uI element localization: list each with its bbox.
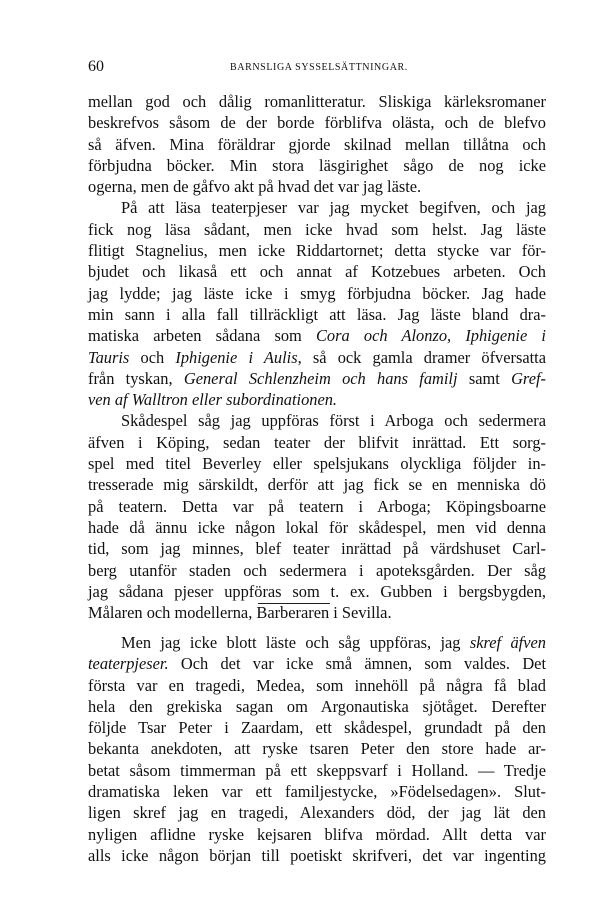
text-line	[88, 368, 546, 389]
text-line: Skådespel såg jag uppföras först i Arboga och sedermera	[121, 411, 546, 431]
text-line: så äfven. Mina föräldrar gjorde skilnad mellan tillåtna och	[88, 134, 546, 154]
text-fragment: Men jag icke blott läste och såg uppföras, jag	[121, 633, 470, 652]
text-fragment: , så ock gamla dramer öfversatta	[297, 347, 546, 367]
text-line: tid, som jag minnes, blef teater inrättad på värdshuset Carl-	[88, 539, 546, 559]
italic-title: ven af Walltron eller subordinationen.	[88, 390, 338, 410]
italic-title: Cora och Alonzo, Iphigenie i	[315, 326, 546, 346]
text-line	[88, 653, 546, 674]
text-fragment: matiska arbeten sådana som	[88, 326, 316, 346]
text-line: min sann i alla fall tillräckligt att läsa. Jag läste bland dra-	[88, 304, 546, 324]
italic-title: Tauris	[88, 347, 130, 367]
italic-title: General Schlenzheim och hans familj	[183, 368, 458, 388]
text-fragment: och	[129, 347, 176, 367]
text-line: mellan god och dålig romanlitteratur. Sliskiga kärleksromaner	[88, 92, 546, 111]
text-fragment: samt	[457, 368, 512, 388]
text-line: jag sådana pjeser uppföras som t. ex. Gubben i bergsbygden,	[88, 581, 546, 601]
text-line: bekanta anekdoten, att ryske tsaren Peter den store hade ar-	[88, 739, 546, 759]
text-line: hade då ännu icke någon lokal för skådespel, men vid denna	[88, 517, 546, 537]
text-line: jag lydde; jag läste icke i smyg förbjudna böcker. Jag hade	[88, 283, 546, 303]
italic-emphasis: teaterpjeser.	[88, 654, 169, 674]
text-line: följde Tsar Peter i Zaardam, ett skådespel, grundadt på den	[88, 718, 546, 738]
italic-title: Gref-	[511, 368, 546, 388]
text-line: alls icke någon början till poetiskt skrifveri, det var ingenting	[88, 845, 546, 865]
text-line	[88, 325, 546, 346]
running-head: BARNSLIGA SYSSELSÄTTNINGAR.	[230, 62, 408, 73]
text-line: beskrefvos såsom de der borde förblifva olästa, och de blefvo	[88, 113, 546, 133]
text-line: ligen skref jag en tragedi, Alexanders död, der jag lät den	[88, 803, 546, 823]
text-line: spel med titel Beverley eller spelsjukans olyckliga följder in-	[88, 454, 546, 474]
text-line: På att läsa teaterpjeser var jag mycket begifven, och jag	[121, 198, 546, 218]
text-line: flitigt Stagnelius, men icke Riddartornet; detta stycke var för-	[88, 241, 546, 261]
text-line: hela den grekiska sagan om Argonautiska sjötåget. Derefter	[88, 696, 546, 716]
page-number: 60	[88, 58, 104, 75]
text-line: nyligen aflidne ryske kejsaren blifva mördad. Allt detta var	[88, 824, 546, 844]
page-header	[88, 58, 546, 78]
text-block-1	[88, 91, 546, 623]
section-divider	[258, 603, 330, 604]
text-line: ogerna, men de gåfvo akt på hvad det var jag läste.	[88, 177, 422, 197]
italic-emphasis: skref äfven	[469, 633, 546, 652]
text-line: tresserade mig särskildt, derför att jag fick se en menniska dö	[88, 475, 546, 495]
text-line: första var en tragedi, Medea, som innehöll på några få blad	[88, 675, 546, 695]
text-line	[88, 632, 546, 653]
text-line: på teatern. Detta var på teatern i Arboga; Köpingsboarne	[88, 496, 546, 516]
italic-title: Iphigenie i Aulis	[175, 347, 298, 367]
text-line: berg utanför staden och sedermera i apoteksgården. Der såg	[88, 560, 546, 580]
text-line: fick nog läsa sådant, men icke hvad som helst. Jag läste	[88, 219, 546, 239]
text-line: betat såsom timmerman på ett skeppsvarf i Holland. — Tredje	[88, 760, 546, 780]
text-line: förbjudna böcker. Min stora läsgirighet sågo de nog icke	[88, 155, 546, 175]
text-line: Målaren och modellerna, Barberaren i Sevilla.	[88, 603, 392, 623]
text-line: bjudet och likaså ett och annat af Kotzebues arbeten. Och	[88, 262, 546, 282]
text-fragment: Och det var icke små ämnen, som valdes. Det	[168, 654, 546, 674]
text-line	[88, 347, 546, 368]
text-line: dramatiska leken var ett familjestycke, »Födelsedagen». Slut-	[88, 782, 546, 802]
text-line	[88, 389, 546, 410]
text-line: äfven i Köping, sedan teater der blifvit inrättad. Ett sorg-	[88, 432, 546, 452]
text-block-2	[88, 632, 546, 866]
text-fragment: från tyskan,	[88, 368, 184, 388]
